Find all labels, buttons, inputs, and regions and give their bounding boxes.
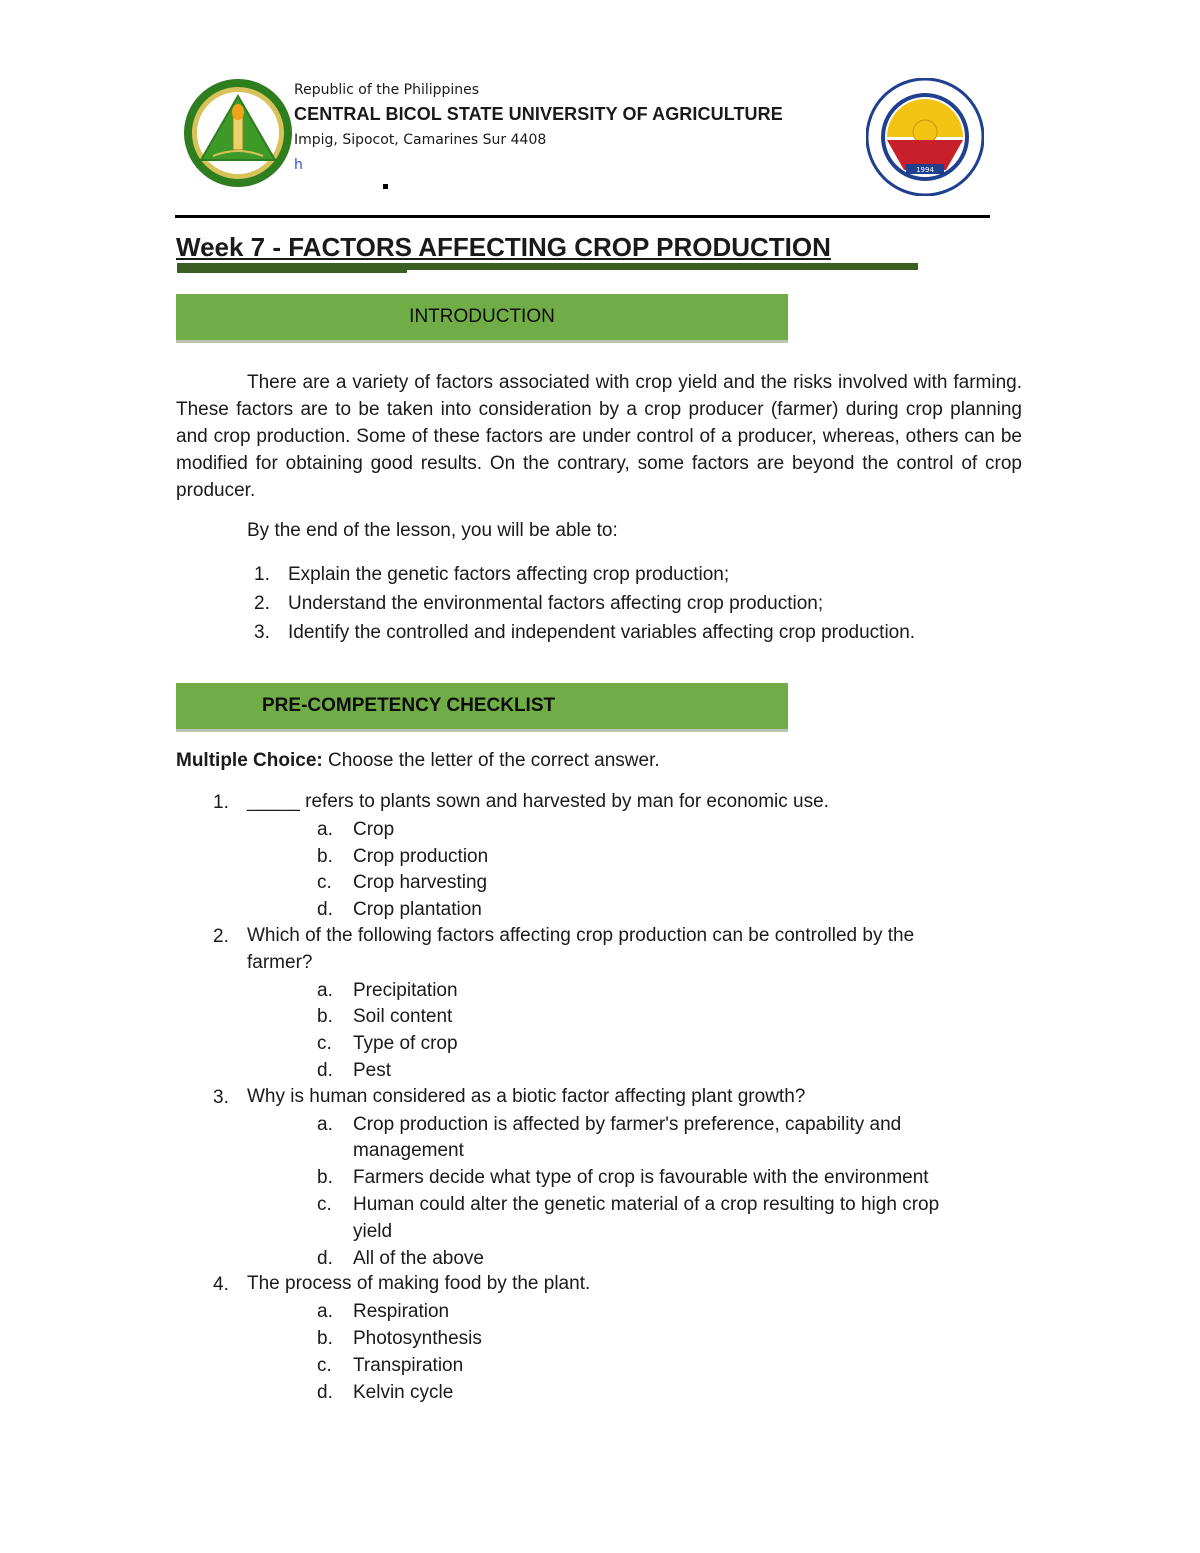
republic-label: Republic of the Philippines (294, 82, 480, 98)
option-letter: d. (317, 1381, 333, 1403)
objectives-lead: By the end of the lesson, you will be able to: (247, 520, 618, 541)
option-text: Soil content (353, 1006, 453, 1028)
question-number: 2. (213, 926, 229, 947)
option-text: Farmers decide what type of crop is favourable with the environment (353, 1167, 929, 1189)
option-text: Type of crop (353, 1033, 458, 1055)
stray-character: h (294, 157, 303, 173)
title-underline-accent (177, 270, 407, 273)
option-text: Precipitation (353, 979, 458, 1001)
option-text: Crop production (353, 845, 489, 867)
option-text: Crop (353, 818, 395, 840)
university-address: Impig, Sipocot, Camarines Sur 4408 (294, 132, 547, 148)
option-letter: a. (317, 979, 333, 1001)
introduction-banner (176, 294, 788, 340)
option-letter: c. (317, 1033, 332, 1055)
option-text: Kelvin cycle (353, 1381, 454, 1403)
pre-competency-banner (176, 683, 788, 729)
option-text: management (353, 1140, 464, 1162)
university-seal-logo (183, 78, 293, 188)
option-letter: d. (317, 1060, 333, 1081)
option-letter: c. (317, 872, 332, 894)
introduction-paragraph (176, 369, 1022, 504)
pre-competency-heading: PRE-COMPETENCY CHECKLIST (262, 695, 556, 716)
header-divider (175, 215, 990, 218)
option-text: yield (353, 1220, 393, 1242)
title-underline-bar (177, 263, 918, 270)
question-text: Why is human considered as a biotic factor affecting plant growth? (247, 1085, 806, 1107)
option-text: Crop plantation (353, 899, 482, 921)
university-name: CENTRAL BICOL STATE UNIVERSITY OF AGRICULTURE (294, 104, 783, 124)
option-text: Human could alter the genetic material of a crop resulting to high crop (353, 1194, 940, 1215)
option-text: Transpiration (353, 1354, 464, 1376)
introduction-heading: INTRODUCTION (409, 306, 555, 327)
option-letter: b. (317, 1328, 333, 1349)
stray-dot (383, 184, 388, 189)
option-letter: a. (317, 1301, 333, 1323)
seal-year: 1994 (916, 166, 934, 174)
page-title: Week 7 - FACTORS AFFECTING CROP PRODUCTION (176, 232, 831, 262)
option-letter: a. (317, 818, 333, 840)
option-letter: a. (317, 1113, 333, 1135)
objective-item: 3. Identify the controlled and independent variables affecting crop production. (254, 622, 916, 643)
question-text: farmer? (247, 951, 313, 973)
option-text: Photosynthesis (353, 1328, 482, 1349)
option-letter: b. (317, 1006, 333, 1028)
option-letter: c. (317, 1194, 332, 1215)
question-number: 1. (213, 792, 229, 813)
option-letter: c. (317, 1354, 332, 1376)
option-text: Crop production is affected by farmer's preference, capability and (353, 1113, 902, 1135)
option-letter: b. (317, 1167, 333, 1189)
option-letter: d. (317, 899, 333, 921)
option-letter: d. (317, 1247, 333, 1269)
multiple-choice-instruction: Multiple Choice: Choose the letter of the correct answer. (176, 750, 660, 771)
option-letter: b. (317, 845, 333, 867)
question-number: 3. (213, 1086, 229, 1108)
objective-item: 1. Explain the genetic factors affecting crop production; (254, 564, 730, 585)
question-text: Which of the following factors affecting crop production can be controlled by the (247, 925, 915, 946)
question-text: _____ refers to plants sown and harvested by man for economic use. (247, 791, 829, 812)
option-text: Respiration (353, 1301, 450, 1323)
option-text: All of the above (353, 1247, 484, 1269)
introduction-text: There are a variety of factors associated with crop yield and the risks involved with farming. These factors are to be taken into consideration by a crop producer (farmer) during crop planning and crop production. Some of these factors are under control of a producer, whereas, others can be modified for obtaining good results. On the contrary, some factors are beyond the control of crop producer. (176, 372, 1022, 501)
question-text: The process of making food by the plant. (247, 1273, 591, 1295)
option-text: Crop harvesting (353, 872, 488, 894)
question-number: 4. (213, 1274, 229, 1296)
philippine-seal-logo (866, 78, 984, 196)
option-text: Pest (353, 1060, 392, 1081)
objective-item: 2. Understand the environmental factors affecting crop production; (254, 593, 824, 614)
